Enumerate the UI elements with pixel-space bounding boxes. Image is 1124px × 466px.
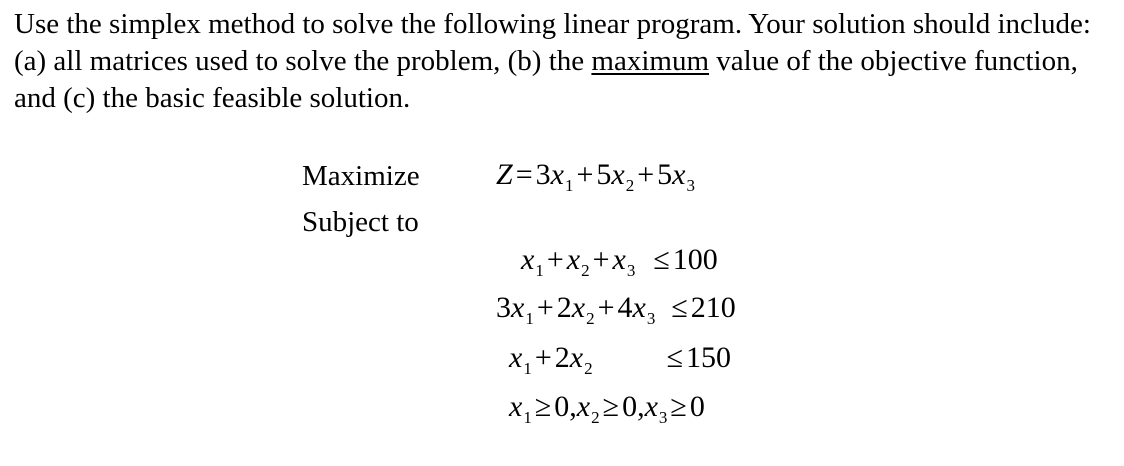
problem-underlined-word: maximum <box>591 45 710 77</box>
comma: , <box>637 390 645 423</box>
constraint-1 <box>521 242 718 278</box>
coef-x3: 5 <box>657 158 673 191</box>
subscript: 1 <box>523 359 532 378</box>
problem-text-after: value of the objective function, and (c) the basic feasible solution. <box>14 45 1078 114</box>
coef: 4 <box>617 291 633 324</box>
subscript: 3 <box>658 408 668 427</box>
subscript: 1 <box>535 261 544 280</box>
subscript: 3 <box>646 309 656 328</box>
var-x: x <box>611 158 625 191</box>
var-x: x <box>509 390 523 423</box>
var-x: x <box>632 291 646 324</box>
objective-function <box>496 157 695 193</box>
var-x: x <box>521 243 535 276</box>
subscript: 1 <box>564 176 574 195</box>
var-x: x <box>509 341 523 374</box>
rhs-value: 210 <box>690 291 736 324</box>
relation-sign: ≤ <box>666 341 684 374</box>
problem-text-before: Use the simplex method to solve the following linear program. Your solution should include: (a) all matrices used to solve the problem, (b) the <box>14 8 1091 77</box>
plus-sign: + <box>576 158 594 191</box>
equals-sign: = <box>515 158 533 191</box>
subscript: 3 <box>686 176 695 195</box>
plus-sign: + <box>597 291 615 324</box>
subscript: 3 <box>626 261 636 280</box>
var-x: x <box>566 243 581 276</box>
subscript: 1 <box>523 408 532 427</box>
rhs-value: 150 <box>686 341 732 374</box>
var-x: x <box>550 158 564 191</box>
coef-x1: 3 <box>535 158 551 191</box>
var-x: x <box>571 291 586 324</box>
var-x: x <box>569 341 584 374</box>
subject-to-label: Subject to <box>302 206 419 238</box>
relation-sign: ≥ <box>602 390 620 423</box>
nonnegativity-constraints <box>509 389 705 425</box>
comma: , <box>569 390 577 423</box>
subscript: 1 <box>525 309 534 328</box>
var-x: x <box>612 243 626 276</box>
zero-value: 0 <box>554 390 570 423</box>
var-x: x <box>511 291 525 324</box>
relation-sign: ≥ <box>534 390 552 423</box>
coef: 2 <box>554 341 570 374</box>
problem-statement <box>14 6 1109 117</box>
plus-sign: + <box>592 243 610 276</box>
relation-sign: ≥ <box>670 390 687 423</box>
subscript: 2 <box>581 261 590 280</box>
plus-sign: + <box>536 291 554 324</box>
coef: 2 <box>556 291 572 324</box>
maximize-label: Maximize <box>302 160 420 192</box>
plus-sign: + <box>637 158 655 191</box>
plus-sign: + <box>546 243 564 276</box>
var-x: x <box>672 158 686 191</box>
constraint-2 <box>496 290 736 326</box>
subscript: 2 <box>586 309 595 328</box>
rhs-value: 100 <box>672 243 718 276</box>
zero-value: 0 <box>689 390 705 423</box>
objective-lhs: Z <box>496 158 513 191</box>
relation-sign: ≤ <box>653 243 670 276</box>
coef: 3 <box>496 291 511 324</box>
subscript: 2 <box>591 408 600 427</box>
var-x: x <box>576 390 591 423</box>
var-x: x <box>644 390 658 423</box>
relation-sign: ≤ <box>671 291 688 324</box>
constraint-3 <box>509 340 731 376</box>
subscript: 2 <box>625 176 635 195</box>
subscript: 2 <box>584 359 593 378</box>
zero-value: 0 <box>622 390 638 423</box>
coef-x2: 5 <box>596 158 612 191</box>
plus-sign: + <box>534 341 552 374</box>
